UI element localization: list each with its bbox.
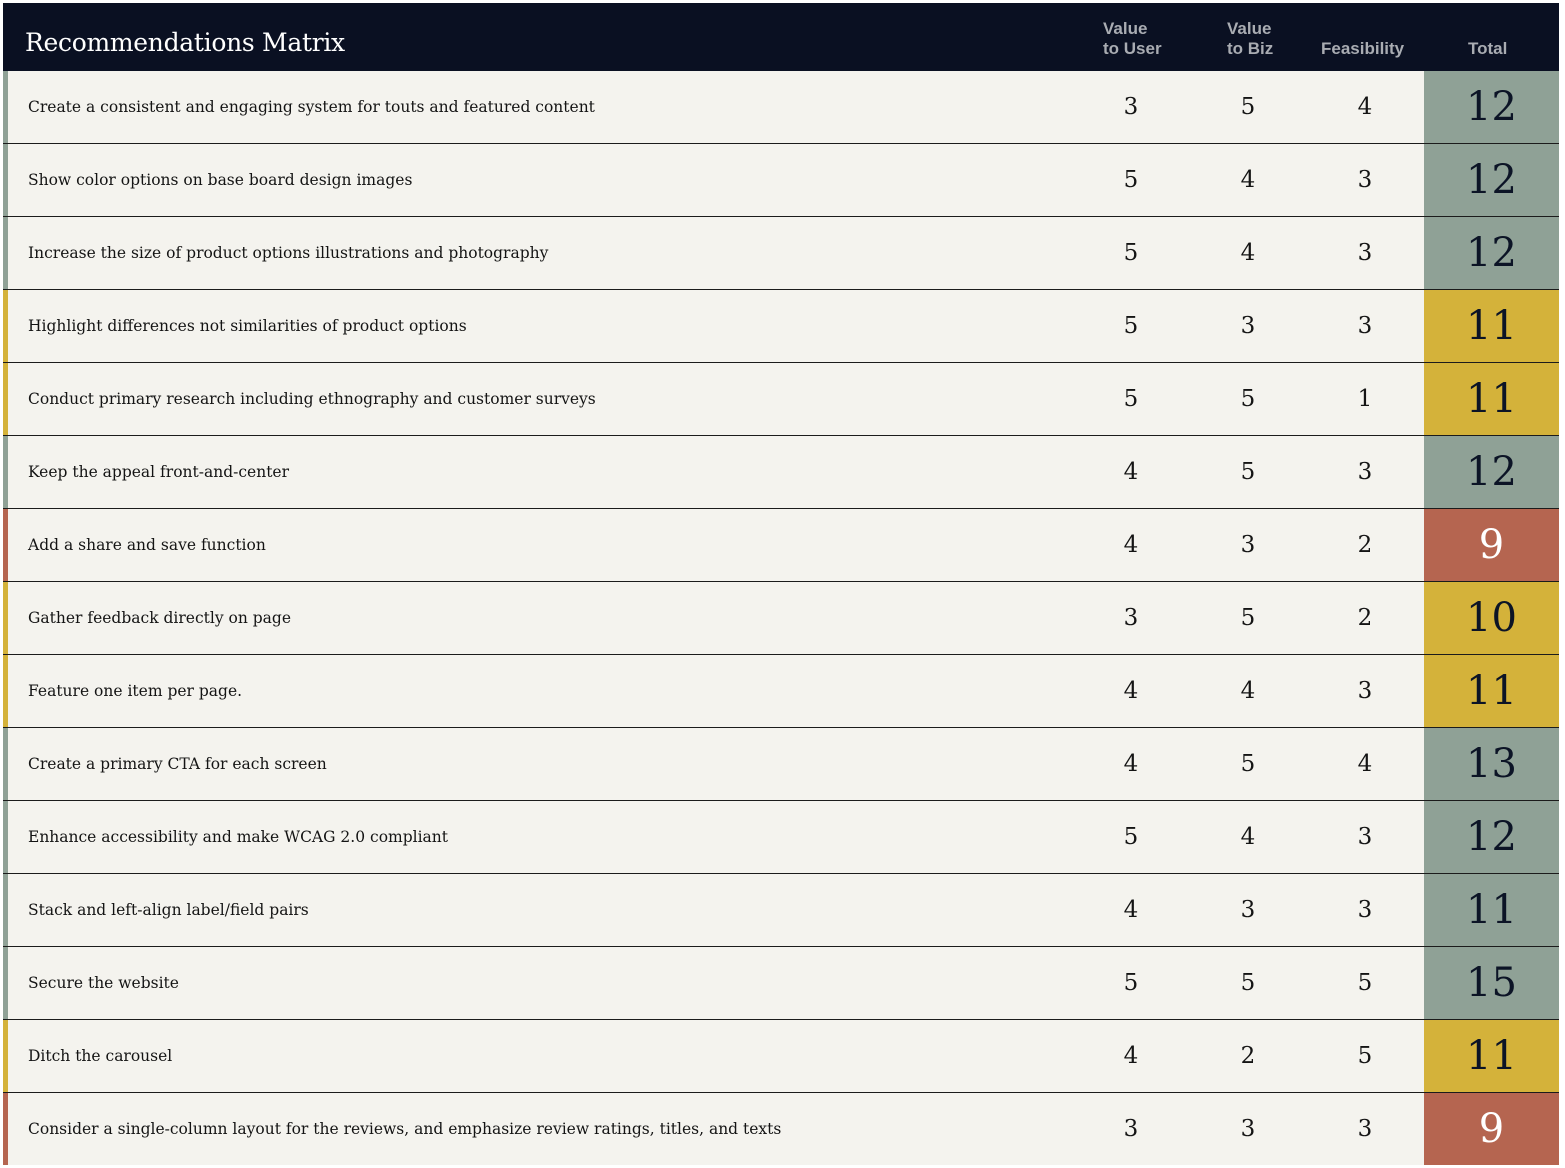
value-to-biz-score: 4 [1240,678,1256,704]
feasibility-score: 3 [1357,167,1373,193]
column-header-value-to-biz [1227,19,1273,59]
table-row [3,801,1559,874]
total-score: 12 [1424,436,1559,508]
table-row [3,436,1559,509]
recommendation-label: Enhance accessibility and make WCAG 2.0 compliant [28,828,449,846]
value-to-user-score: 4 [1123,897,1139,923]
recommendation-label: Create a consistent and engaging system for touts and featured content [28,98,595,116]
value-to-user-score: 5 [1123,167,1139,193]
value-to-user-score: 3 [1123,1116,1139,1142]
value-to-user-score: 4 [1123,532,1139,558]
feasibility-score: 3 [1357,824,1373,850]
feasibility-score: 1 [1357,386,1373,412]
total-score: 12 [1424,217,1559,289]
value-to-user-score: 5 [1123,240,1139,266]
value-to-user-score: 5 [1123,970,1139,996]
value-to-biz-score: 3 [1240,532,1256,558]
table-row [3,947,1559,1020]
total-score: 11 [1424,290,1559,362]
value-to-user-score: 3 [1123,94,1139,120]
total-score: 15 [1424,947,1559,1019]
value-to-biz-score: 3 [1240,313,1256,339]
row-priority-bar [3,71,8,143]
total-score: 12 [1424,801,1559,873]
row-priority-bar [3,728,8,800]
recommendation-label: Gather feedback directly on page [28,609,292,627]
column-header-total: Total [1468,39,1508,58]
value-to-biz-score: 5 [1240,970,1256,996]
row-priority-bar [3,509,8,581]
feasibility-score: 3 [1357,240,1373,266]
value-to-biz-score: 4 [1240,824,1256,850]
feasibility-score: 3 [1357,678,1373,704]
column-header-line: to User [1103,39,1162,58]
recommendation-label: Create a primary CTA for each screen [28,755,327,773]
feasibility-score: 2 [1357,605,1373,631]
matrix-header [3,3,1559,71]
value-to-biz-score: 4 [1240,167,1256,193]
value-to-biz-score: 5 [1240,94,1256,120]
table-row [3,71,1559,144]
table-row [3,874,1559,947]
recommendation-label: Increase the size of product options illustrations and photography [28,244,549,262]
total-score: 11 [1424,363,1559,435]
feasibility-score: 5 [1357,970,1373,996]
feasibility-score: 3 [1357,313,1373,339]
value-to-biz-score: 2 [1240,1043,1256,1069]
feasibility-score: 5 [1357,1043,1373,1069]
feasibility-score: 4 [1357,94,1373,120]
recommendation-label: Secure the website [28,974,179,992]
column-header-line: to Biz [1227,39,1274,58]
total-score: 9 [1424,1093,1559,1165]
row-priority-bar [3,290,8,362]
feasibility-score: 3 [1357,459,1373,485]
column-header-feasibility: Feasibility [1321,39,1405,58]
recommendations-matrix [3,3,1559,1165]
recommendation-label: Stack and left-align label/field pairs [28,901,309,919]
table-row [3,290,1559,363]
row-priority-bar [3,1093,8,1165]
total-score: 11 [1424,1020,1559,1092]
matrix-rows [3,71,1559,1165]
recommendation-label: Keep the appeal front-and-center [28,463,290,481]
column-header-value-to-user [1103,19,1162,59]
row-priority-bar [3,363,8,435]
table-row [3,582,1559,655]
row-priority-bar [3,144,8,216]
value-to-biz-score: 4 [1240,240,1256,266]
total-score: 11 [1424,874,1559,946]
row-priority-bar [3,1020,8,1092]
table-row [3,1093,1559,1165]
recommendation-label: Feature one item per page. [28,682,243,700]
column-header-line: Value [1227,19,1272,38]
table-row [3,1020,1559,1093]
recommendation-label: Highlight differences not similarities of product options [28,317,467,335]
value-to-user-score: 3 [1123,605,1139,631]
value-to-user-score: 5 [1123,313,1139,339]
feasibility-score: 3 [1357,1116,1373,1142]
value-to-user-score: 4 [1123,459,1139,485]
row-priority-bar [3,436,8,508]
table-row [3,363,1559,436]
value-to-biz-score: 3 [1240,1116,1256,1142]
value-to-user-score: 4 [1123,678,1139,704]
table-row [3,144,1559,217]
row-priority-bar [3,801,8,873]
total-score: 12 [1424,144,1559,216]
recommendation-label: Ditch the carousel [28,1047,173,1065]
table-row [3,509,1559,582]
feasibility-score: 2 [1357,532,1373,558]
column-header-line: Value [1103,19,1148,38]
value-to-user-score: 5 [1123,824,1139,850]
total-score: 11 [1424,655,1559,727]
table-row [3,217,1559,290]
value-to-user-score: 4 [1123,751,1139,777]
row-priority-bar [3,947,8,1019]
value-to-biz-score: 5 [1240,459,1256,485]
value-to-user-score: 5 [1123,386,1139,412]
recommendation-label: Show color options on base board design images [28,171,413,189]
value-to-biz-score: 5 [1240,386,1256,412]
value-to-biz-score: 5 [1240,605,1256,631]
feasibility-score: 4 [1357,751,1373,777]
feasibility-score: 3 [1357,897,1373,923]
page-title: Recommendations Matrix [25,28,345,57]
total-score: 12 [1424,71,1559,143]
total-score: 10 [1424,582,1559,654]
total-score: 9 [1424,509,1559,581]
table-row [3,728,1559,801]
total-score: 13 [1424,728,1559,800]
value-to-user-score: 4 [1123,1043,1139,1069]
row-priority-bar [3,655,8,727]
recommendation-label: Consider a single-column layout for the reviews, and emphasize review ratings, titles, and texts [28,1120,782,1138]
recommendation-label: Add a share and save function [28,536,266,554]
row-priority-bar [3,582,8,654]
value-to-biz-score: 3 [1240,897,1256,923]
value-to-biz-score: 5 [1240,751,1256,777]
row-priority-bar [3,217,8,289]
table-row [3,655,1559,728]
row-priority-bar [3,874,8,946]
recommendation-label: Conduct primary research including ethnography and customer surveys [28,390,596,408]
